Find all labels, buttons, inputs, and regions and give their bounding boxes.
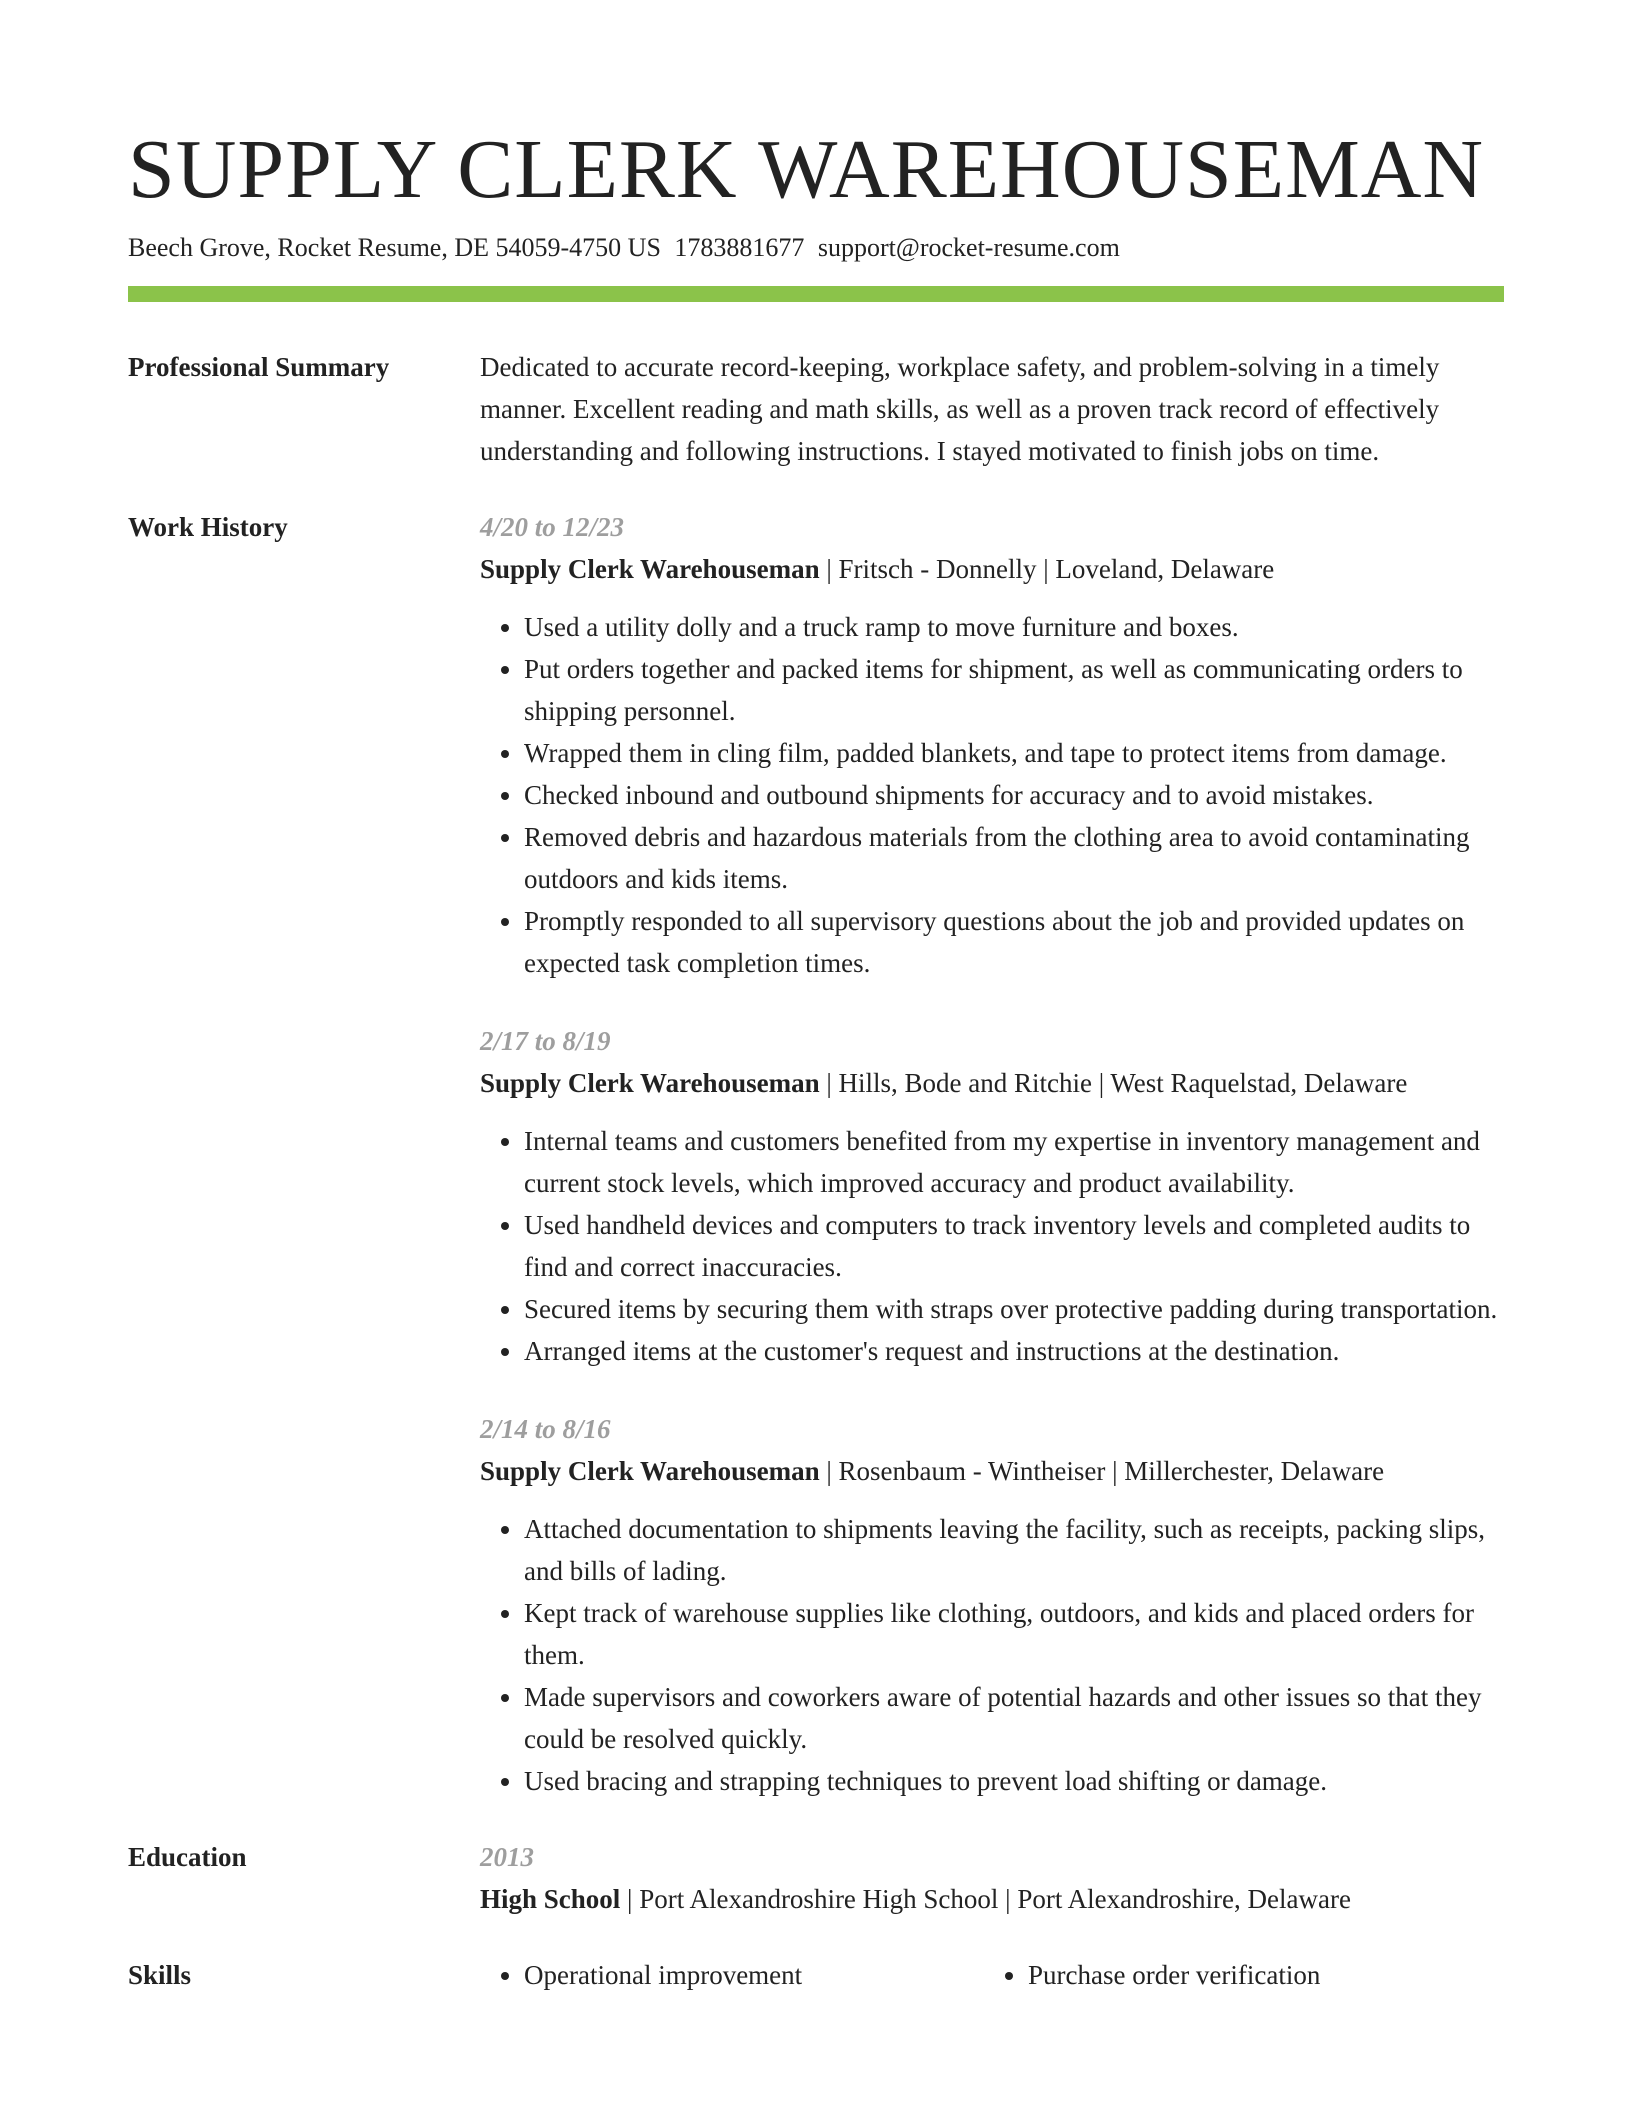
job-bullets <box>480 606 1504 984</box>
job-entry <box>480 1020 1504 1372</box>
job-role-line <box>480 548 1504 590</box>
list-item: • Attached documentation to shipments leaving the facility, such as receipts, packing slips, and bills of lading. <box>524 1508 1504 1592</box>
job-dates: 4/20 to 12/23 <box>480 512 625 542</box>
list-item: • Promptly responded to all supervisory questions about the job and provided updates on expected task completion times. <box>524 900 1504 984</box>
list-item: • Secured items by securing them with straps over protective padding during transportation. <box>524 1288 1504 1330</box>
job-entry <box>480 506 1504 984</box>
list-item: • Wrapped them in cling film, padded blankets, and tape to protect items from damage. <box>524 732 1504 774</box>
contact-email[interactable]: support@rocket-resume.com <box>817 233 1120 262</box>
list-item: • Made supervisors and coworkers aware of potential hazards and other issues so that they could be resolved quickly. <box>524 1676 1504 1760</box>
job-role-line <box>480 1450 1504 1492</box>
contact-phone: 1783881677 <box>674 233 805 262</box>
job-title: Supply Clerk Warehouseman <box>480 554 820 584</box>
summary-section <box>128 346 1504 472</box>
list-item: • Used a utility dolly and a truck ramp to move furniture and boxes. <box>524 606 1504 648</box>
list-item: • Used handheld devices and computers to track inventory levels and completed audits to find and correct inaccuracies. <box>524 1204 1504 1288</box>
job-dates: 2/14 to 8/16 <box>480 1414 611 1444</box>
list-item: • Used bracing and strapping techniques to prevent load shifting or damage. <box>524 1760 1504 1802</box>
skills-heading: Skills <box>128 1960 192 1990</box>
job-dates: 2/17 to 8/19 <box>480 1026 611 1056</box>
list-item: • Removed debris and hazardous materials from the clothing area to avoid contaminating outdoors and kids items. <box>524 816 1504 900</box>
contact-line <box>128 230 1504 266</box>
job-details: | Hills, Bode and Ritchie | West Raquelstad, Delaware <box>819 1068 1408 1098</box>
job-details: | Rosenbaum - Wintheiser | Millerchester, Delaware <box>819 1456 1385 1486</box>
summary-text: Dedicated to accurate record-keeping, workplace safety, and problem-solving in a timely manner. Excellent reading and math skills, as well as a proven track record of effectively understanding and following instructions. I stayed motivated to finish jobs on time. <box>480 352 1440 466</box>
education-details: | Port Alexandroshire High School | Port Alexandroshire, Delaware <box>620 1884 1351 1914</box>
skills-section <box>128 1954 1504 1996</box>
summary-heading: Professional Summary <box>128 352 390 382</box>
list-item: • Kept track of warehouse supplies like clothing, outdoors, and kids and placed orders for them. <box>524 1592 1504 1676</box>
education-heading: Education <box>128 1842 247 1872</box>
work-history-section <box>128 506 1504 1802</box>
education-section <box>128 1836 1504 1920</box>
job-title: Supply Clerk Warehouseman <box>480 1456 820 1486</box>
list-item: • Checked inbound and outbound shipments for accuracy and to avoid mistakes. <box>524 774 1504 816</box>
contact-address: Beech Grove, Rocket Resume, DE 54059-4750 US <box>128 233 661 262</box>
skill-item: • Purchase order verification <box>1028 1954 1504 1996</box>
header-divider <box>128 286 1504 302</box>
list-item: • Arranged items at the customer's request and instructions at the destination. <box>524 1330 1504 1372</box>
education-dates: 2013 <box>480 1842 534 1872</box>
education-degree: High School <box>480 1884 621 1914</box>
list-item: • Internal teams and customers benefited from my expertise in inventory management and current stock levels, which improved accuracy and product availability. <box>524 1120 1504 1204</box>
job-details: | Fritsch - Donnelly | Loveland, Delaware <box>819 554 1275 584</box>
skills-list <box>480 1954 1504 1996</box>
skill-item: • Operational improvement <box>524 1954 1028 1996</box>
list-item: • Put orders together and packed items for shipment, as well as communicating orders to shipping personnel. <box>524 648 1504 732</box>
resume-page <box>128 120 1504 1996</box>
work-history-heading: Work History <box>128 512 288 542</box>
job-title: Supply Clerk Warehouseman <box>480 1068 820 1098</box>
candidate-name: SUPPLY CLERK WAREHOUSEMAN <box>128 123 1485 216</box>
job-role-line <box>480 1062 1504 1104</box>
job-bullets <box>480 1120 1504 1372</box>
education-line <box>480 1878 1504 1920</box>
job-bullets <box>480 1508 1504 1802</box>
job-entry <box>480 1408 1504 1802</box>
